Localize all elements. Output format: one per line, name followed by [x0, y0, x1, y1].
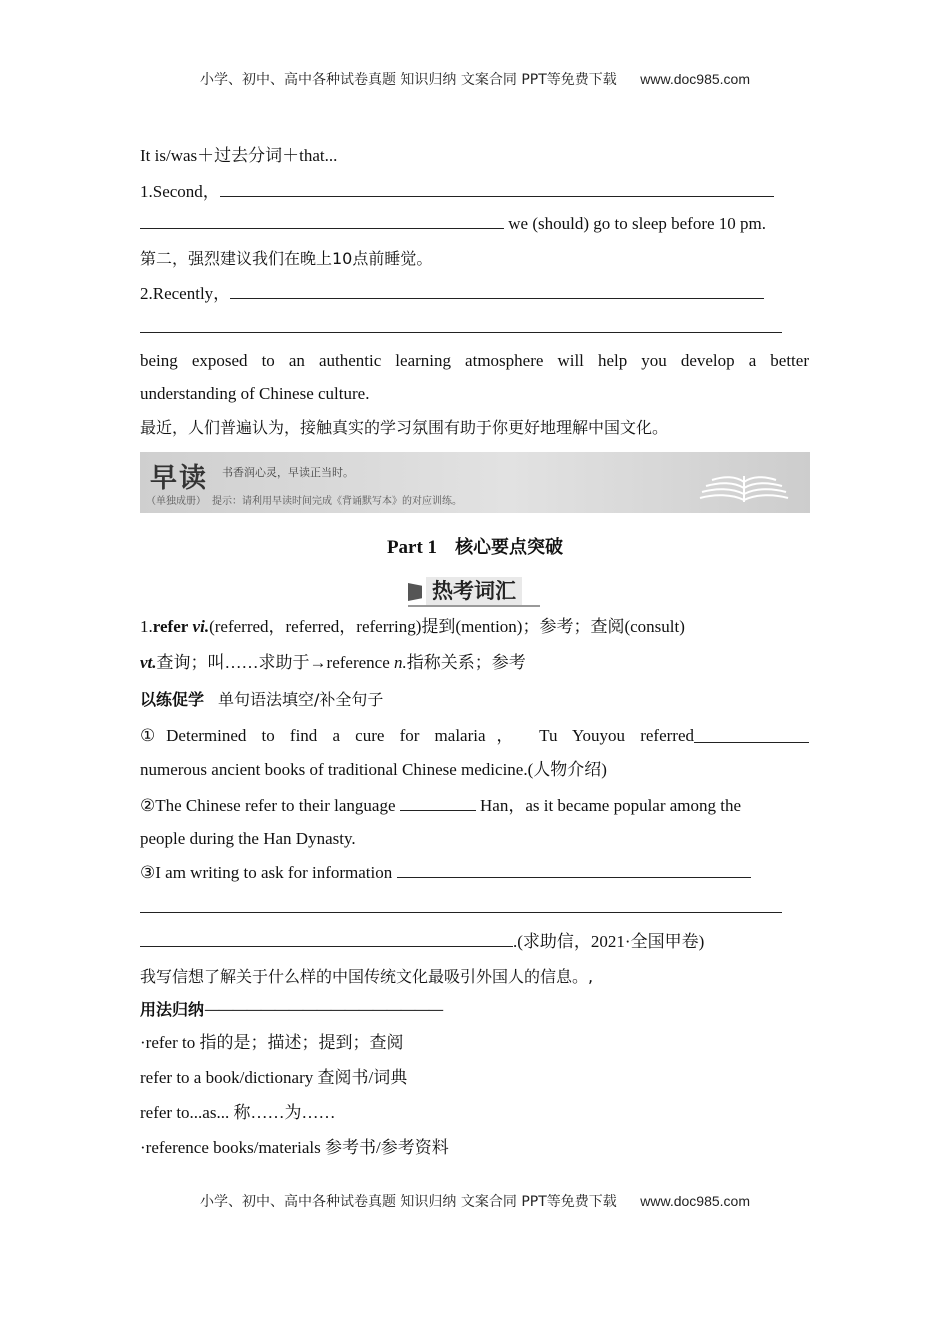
usage-label: 用法归纳 — [140, 1000, 205, 1019]
section-marker-icon — [408, 583, 422, 601]
question-1-prefix: 1.Second， — [140, 182, 220, 201]
question-2-line-1 — [140, 283, 764, 305]
part-label: Part 1 — [386, 537, 438, 558]
entry-forms: (referred，referred，referring)提到(mention)；参考；查阅(consult) — [209, 617, 685, 636]
banner-tip: 提示：请利用早读时间完成《背诵默写本》的对应训练。 — [212, 496, 462, 507]
practice-label: 以练促学 — [140, 690, 205, 709]
answer-blank[interactable] — [397, 862, 751, 878]
footer-text: 小学、初中、高中各种试卷真题 知识归纳 文案合同 PPT等免费下载 — [199, 1194, 617, 1210]
usage-item: ·refer to 指的是；描述；提到；查阅 — [140, 1033, 404, 1052]
answer-blank[interactable] — [140, 213, 504, 229]
entry-pos-vt: vt. — [140, 653, 157, 672]
entry-number: 1. — [140, 617, 153, 636]
exercise-1-line-2: numerous ancient books of traditional Chinese medicine.(人物介绍) — [140, 760, 607, 779]
exercise-2-part-b: Han，as it became popular among the — [475, 796, 742, 815]
exercise-1-line-1: ①Determined to find a cure for malaria， Tu Youyou referred — [140, 726, 694, 745]
pattern-heading: It is/was＋过去分词＋that... — [140, 146, 338, 165]
answer-blank[interactable] — [694, 727, 809, 743]
exercise-2-part-a: ②The Chinese refer to their language — [140, 796, 400, 815]
answer-blank[interactable] — [220, 181, 774, 197]
usage-item: ·reference books/materials 参考书/参考资料 — [140, 1138, 449, 1157]
part-title — [0, 533, 950, 559]
exercise-2-line-1 — [140, 795, 741, 817]
footer-url[interactable]: www.doc985.com — [640, 1193, 750, 1209]
answer-blank[interactable] — [140, 317, 782, 333]
page-header — [0, 69, 950, 89]
question-1-line-1 — [140, 181, 774, 203]
entry-line-1 — [140, 616, 685, 638]
question-1-line-2 — [140, 213, 766, 235]
answer-blank[interactable] — [140, 931, 513, 947]
answer-blank[interactable] — [140, 897, 782, 913]
question-2-line-3: being exposed to an authentic learning atmosphere will help you develop a better — [140, 351, 809, 370]
usage-heading — [140, 999, 442, 1021]
question-2-line-4: understanding of Chinese culture. — [140, 384, 370, 403]
exercise-3-line-3 — [140, 931, 704, 953]
question-1-translation: 第二，强烈建议我们在晚上10点前睡觉。 — [140, 249, 433, 268]
answer-blank[interactable] — [400, 795, 476, 811]
header-url[interactable]: www.doc985.com — [640, 71, 750, 87]
practice-task: 单句语法填空/补全句子 — [218, 690, 384, 709]
usage-item: refer to...as... 称……为…… — [140, 1103, 336, 1122]
exercise-3-line-2 — [140, 897, 782, 919]
part-heading: 核心要点突破 — [455, 537, 564, 558]
section-title: 热考词汇 — [426, 577, 522, 605]
question-2-line-2 — [140, 317, 782, 339]
section-heading — [408, 577, 540, 607]
usage-item: refer to a book/dictionary 查阅书/词典 — [140, 1068, 408, 1087]
exercise-2-line-2: people during the Han Dynasty. — [140, 829, 356, 848]
answer-blank[interactable] — [230, 283, 764, 299]
usage-dash: ————————————————— — [204, 1000, 443, 1019]
entry-vt-meaning: 查询；叫……求助于→reference — [156, 653, 394, 672]
exercise-3-translation: 我写信想了解关于什么样的中国传统文化最吸引外国人的信息。, — [140, 967, 594, 986]
question-2-prefix: 2.Recently， — [140, 284, 231, 303]
exercise-3-text: ③I am writing to ask for information — [140, 863, 397, 882]
entry-pos-vi: vi. — [192, 617, 210, 636]
banner-slogan: 书香润心灵，早读正当时。 — [222, 466, 354, 479]
exercise-3-line-1 — [140, 862, 751, 884]
open-book-icon — [696, 464, 792, 504]
header-text: 小学、初中、高中各种试卷真题 知识归纳 文案合同 PPT等免费下载 — [199, 72, 617, 88]
question-1-suffix: we (should) go to sleep before 10 pm. — [504, 214, 767, 233]
entry-word: refer — [152, 617, 189, 636]
practice-line — [140, 689, 383, 711]
banner-sub-label: （单独成册） — [146, 496, 206, 507]
entry-n-meaning: 指称关系；参考 — [406, 653, 526, 672]
entry-line-2 — [140, 652, 526, 674]
banner-title: 早读 — [150, 463, 208, 494]
page-footer — [0, 1191, 950, 1211]
banner-sub — [146, 492, 462, 507]
exercise-3-source: .(求助信，2021·全国甲卷) — [513, 932, 705, 951]
question-2-translation: 最近，人们普遍认为，接触真实的学习氛围有助于你更好地理解中国文化。 — [140, 418, 669, 437]
entry-pos-n: n. — [394, 653, 407, 672]
morning-reading-banner — [140, 452, 810, 513]
